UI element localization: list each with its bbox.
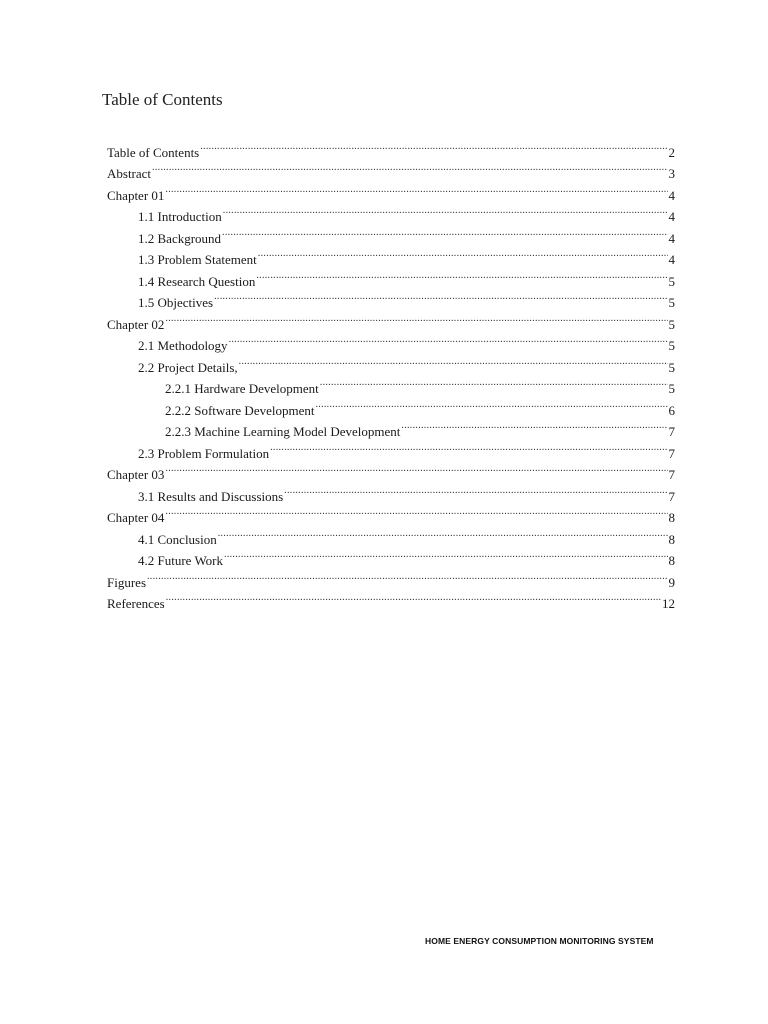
page-footer: HOME ENERGY CONSUMPTION MONITORING SYSTEM <box>425 936 654 946</box>
toc-entry-title: 4.2 Future Work <box>138 553 224 568</box>
toc-page-number: 3 <box>668 166 675 181</box>
toc-dot-leader <box>284 479 667 501</box>
toc-page-number: 8 <box>668 553 675 568</box>
toc-entry[interactable] <box>107 329 675 351</box>
toc-dot-leader <box>165 501 667 523</box>
toc-page-number: 5 <box>668 338 675 353</box>
toc-dot-leader <box>258 243 668 265</box>
table-of-contents <box>107 135 675 611</box>
toc-entry-title: 1.1 Introduction <box>138 209 222 224</box>
toc-dot-leader <box>152 157 667 179</box>
toc-entry[interactable] <box>107 178 675 203</box>
toc-entry-title: Chapter 04 <box>107 510 165 525</box>
toc-dot-leader <box>165 178 667 200</box>
toc-dot-leader <box>214 286 667 308</box>
toc-dot-leader <box>218 522 668 544</box>
toc-entry-title: Chapter 01 <box>107 187 165 203</box>
toc-dot-leader <box>147 565 668 587</box>
page-title: Table of Contents <box>102 90 223 109</box>
toc-entry[interactable] <box>107 157 675 179</box>
toc-entry-title: 2.2.2 Software Development <box>165 402 315 418</box>
toc-page-number: 4 <box>668 187 675 203</box>
toc-entry[interactable] <box>107 307 675 332</box>
toc-entry-title: 1.2 Background <box>138 230 222 246</box>
toc-entry[interactable] <box>107 479 675 504</box>
toc-page-number: 5 <box>668 273 675 289</box>
toc-entry-title: 1.4 Research Question <box>138 273 256 289</box>
toc-entry-title: Figures <box>107 574 146 590</box>
toc-dot-leader <box>315 393 667 415</box>
toc-page-number: 7 <box>668 445 675 461</box>
toc-dot-leader <box>239 350 668 372</box>
toc-page-number: 4 <box>668 252 675 267</box>
toc-page-number: 8 <box>668 510 675 525</box>
toc-entry-title: 2.2 Project Details, <box>138 359 238 375</box>
toc-entry-title: 1.5 Objectives <box>138 295 214 310</box>
toc-dot-leader <box>229 329 668 351</box>
toc-entry[interactable] <box>107 135 675 160</box>
toc-page-number: 6 <box>668 402 675 418</box>
toc-entry[interactable] <box>107 522 675 547</box>
toc-entry-title: 2.2.1 Hardware Development <box>165 381 319 396</box>
toc-page-number: 4 <box>668 230 675 246</box>
toc-dot-leader <box>165 307 667 329</box>
toc-entry-title: Abstract <box>107 166 152 181</box>
toc-entry-title: 4.1 Conclusion <box>138 531 217 547</box>
toc-entry[interactable] <box>107 587 675 609</box>
toc-page-number: 7 <box>668 488 675 504</box>
toc-page-number: 7 <box>668 424 675 439</box>
toc-entry-title: 2.2.3 Machine Learning Model Development <box>165 424 401 439</box>
toc-page-number: 5 <box>668 295 675 310</box>
toc-dot-leader <box>223 200 668 222</box>
toc-dot-leader <box>320 372 668 394</box>
toc-entry[interactable] <box>107 565 675 590</box>
toc-entry-title: Chapter 03 <box>107 467 165 482</box>
toc-entry[interactable] <box>107 458 675 480</box>
toc-entry-title: 2.1 Methodology <box>138 338 228 353</box>
toc-dot-leader <box>224 544 667 566</box>
toc-dot-leader <box>165 458 667 480</box>
toc-dot-leader <box>401 415 667 437</box>
toc-entry[interactable] <box>107 200 675 222</box>
toc-page-number: 7 <box>668 467 675 482</box>
toc-entry[interactable] <box>107 501 675 523</box>
toc-page-number: 2 <box>668 144 675 160</box>
toc-dot-leader <box>200 135 667 157</box>
toc-page-number: 9 <box>668 574 675 590</box>
toc-entry-title: References <box>107 596 165 611</box>
toc-dot-leader <box>222 221 667 243</box>
toc-page-number: 5 <box>668 316 675 332</box>
toc-page-number: 5 <box>668 381 675 396</box>
toc-page-number: 4 <box>668 209 675 224</box>
toc-entry-title: 3.1 Results and Discussions <box>138 488 284 504</box>
toc-dot-leader <box>166 587 661 609</box>
toc-page-number: 5 <box>668 359 675 375</box>
toc-entry-title: 1.3 Problem Statement <box>138 252 257 267</box>
toc-entry-title: Chapter 02 <box>107 316 165 332</box>
toc-entry-title: 2.3 Problem Formulation <box>138 445 270 461</box>
toc-dot-leader <box>270 436 667 458</box>
toc-page-number: 8 <box>668 531 675 547</box>
toc-page-number: 12 <box>662 596 675 611</box>
toc-entry-title: Table of Contents <box>107 144 200 160</box>
toc-dot-leader <box>256 264 667 286</box>
